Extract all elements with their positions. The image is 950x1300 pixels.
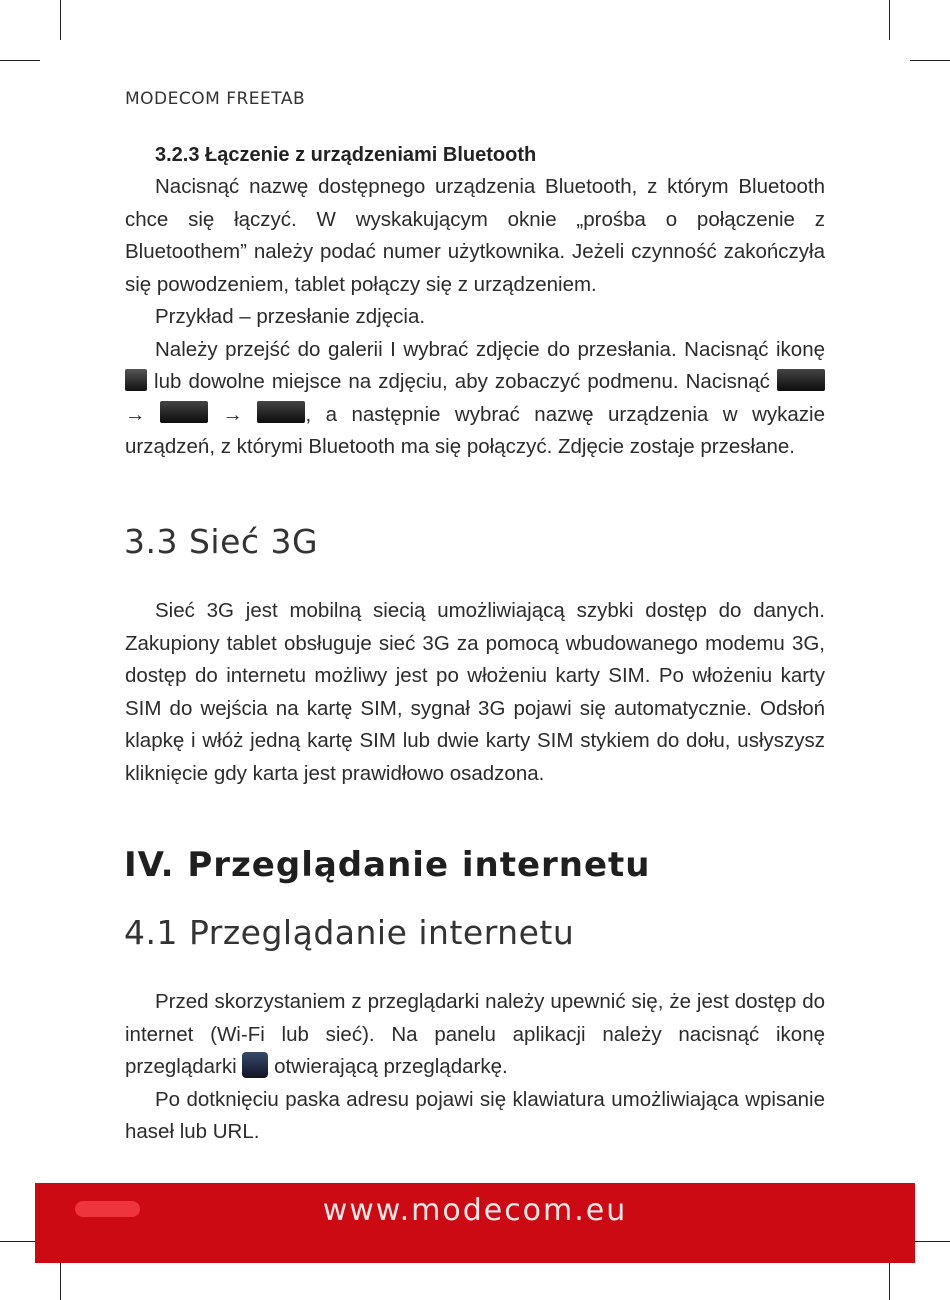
crop-mark: [910, 60, 950, 61]
crop-mark: [889, 1262, 890, 1300]
section-41-heading: 4.1 Przeglądanie internetu: [124, 913, 575, 952]
p3-text-a: Należy przejść do galerii I wybrać zdjęcie do przesłania. Nacisnąć ikonę: [155, 337, 825, 361]
section-323-paragraph-1: Nacisnąć nazwę dostępnego urządzenia Bluetooth, z którym Bluetooth chce się łączyć. W wyskakującym oknie „prośba o połączenie z Bluetoothem” należy podać numer użytkownika. Jeżeli czynność zakończyła się powodzeniem, tablet połączy się z urządzeniem.: [125, 175, 825, 296]
browser-icon: [242, 1052, 268, 1078]
section-33-paragraph-1: Sieć 3G jest mobilną siecią umożliwiającą szybki dostęp do danych. Zakupiony tablet obsługuje sieć 3G za pomocą wbudowanego modemu 3G, dostęp do internetu możliwy jest po włożeniu karty SIM. Po włożeniu karty SIM do wejścia na kartę SIM, sygnał 3G pojawi się automatycznie. Odsłoń klapkę i włóż jedną kartę SIM lub dwie karty SIM stykiem do dołu, usłyszysz kliknięcie gdy karta jest prawidłowo osadzona.: [125, 599, 825, 785]
bluetooth-share-icon: [160, 401, 208, 423]
p41-text-a: Przed skorzystaniem z przeglądarki należy upewnić się, że jest dostęp do internet (Wi-Fi lub sieć). Na panelu aplikacji należy nacisnąć ikonę przeglądarki: [125, 990, 825, 1078]
crop-mark: [60, 0, 61, 40]
arrow-2: →: [222, 402, 243, 426]
section-41: [125, 986, 825, 1149]
running-header: MODECOM FREETAB: [125, 89, 306, 109]
section-323-paragraph-3: [125, 334, 825, 464]
bluetooth-option-icon: [257, 401, 305, 423]
footer-url[interactable]: www.modecom.eu: [322, 1193, 628, 1228]
crop-mark: [60, 1262, 61, 1300]
section-33: [125, 595, 825, 790]
p3-text-b: lub dowolne miejsce na zdjęciu, aby zobaczyć podmenu. Nacisnąć: [154, 370, 770, 393]
crop-mark: [0, 1241, 40, 1242]
p3-text-c: , a następnie wybrać nazwę urządzenia w wykazie urządzeń, z którymi Bluetooth ma się połączyć. Zdjęcie zostaje przesłane.: [125, 402, 825, 458]
chapter-4-heading: IV. Przeglądanie internetu: [124, 845, 651, 885]
footer-bar: [35, 1183, 915, 1263]
section-33-heading: 3.3 Sieć 3G: [124, 522, 319, 561]
section-323-paragraph-2: Przykład – przesłanie zdjęcia.: [155, 305, 426, 328]
arrow-1: →: [125, 402, 146, 426]
section-323: [125, 139, 825, 464]
section-41-paragraph-1: [125, 986, 825, 1084]
crop-mark: [910, 1241, 950, 1242]
crop-mark: [889, 0, 890, 40]
crop-mark: [0, 60, 40, 61]
share-icon: [777, 369, 825, 391]
section-323-heading: 3.2.3 Łączenie z urządzeniami Bluetooth: [155, 144, 537, 166]
section-41-paragraph-2: Po dotknięciu paska adresu pojawi się klawiatura umożliwiająca wpisanie haseł lub URL.: [125, 1087, 825, 1143]
menu-icon: [125, 369, 147, 391]
p41-text-b: otwierającą przeglądarkę.: [274, 1055, 508, 1078]
